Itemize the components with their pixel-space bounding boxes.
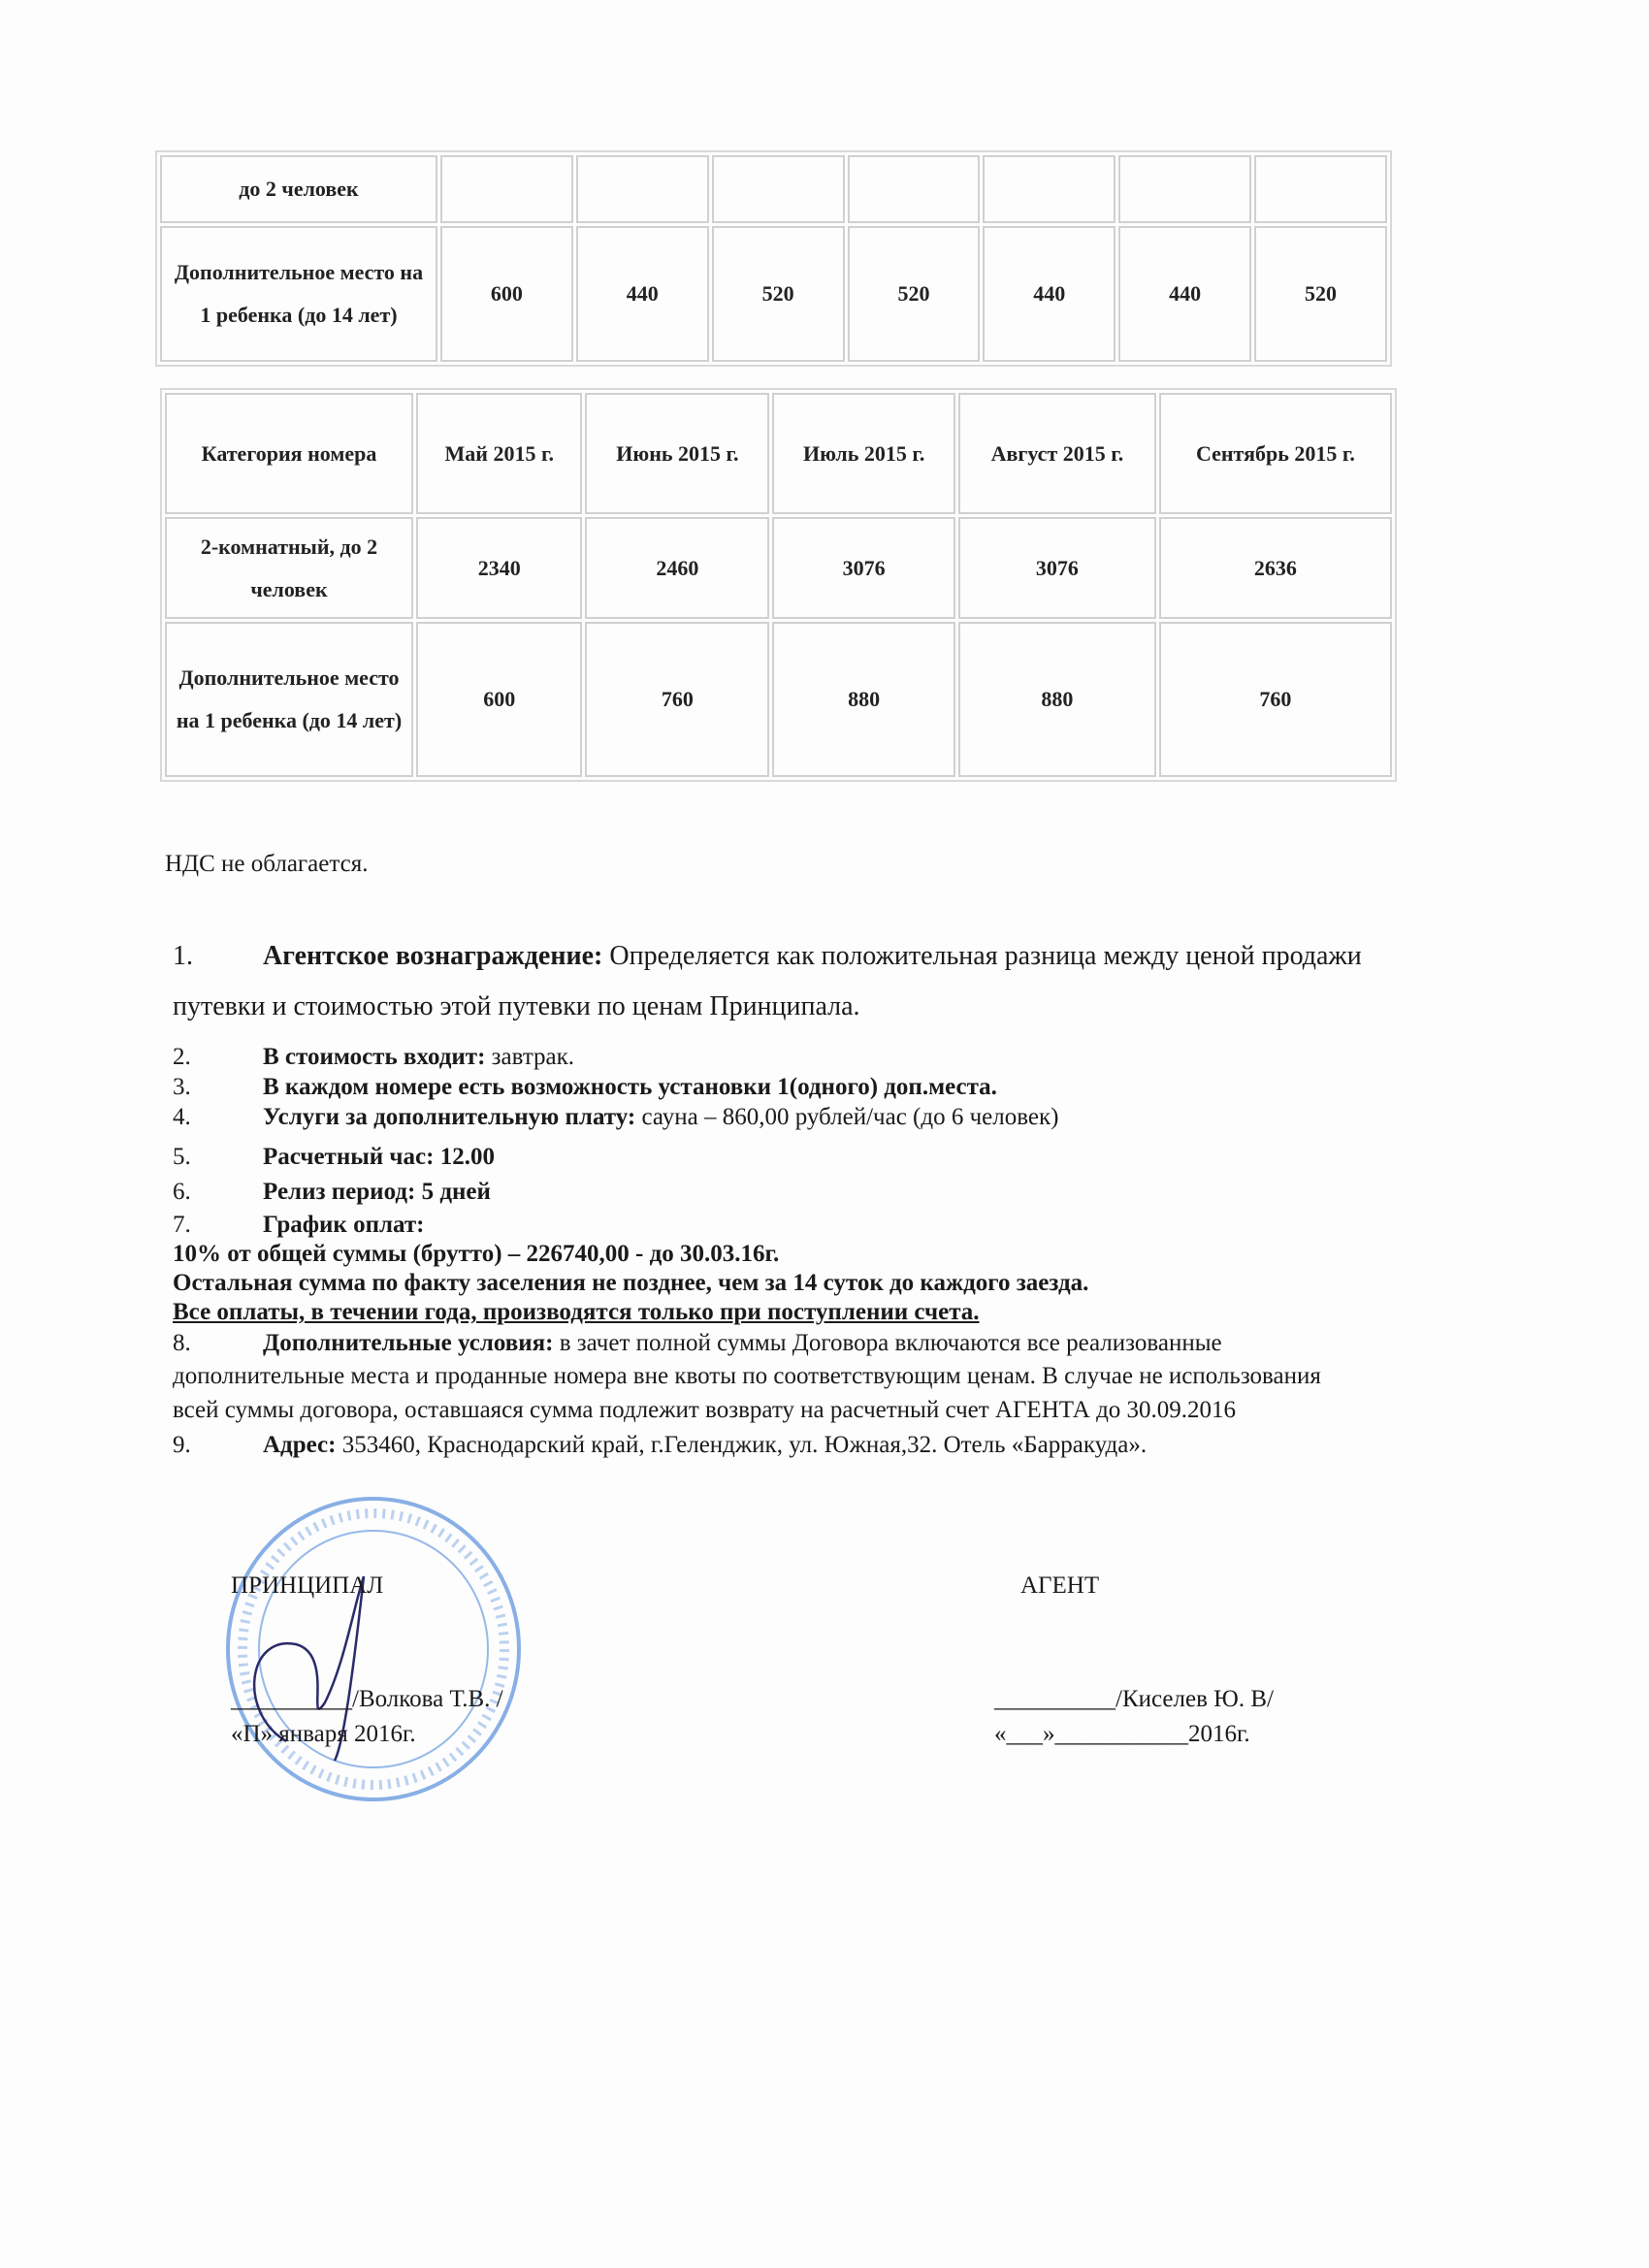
cell: 600 — [416, 622, 582, 777]
cell: 760 — [1159, 622, 1392, 777]
payment-line-3: Все оплаты, в течении года, производятся только при поступлении счета. — [173, 1299, 980, 1325]
cell: 600 — [440, 226, 573, 362]
item-number: 4. — [173, 1104, 191, 1130]
header-cell: Май 2015 г. — [416, 393, 582, 514]
header-cell: Сентябрь 2015 г. — [1159, 393, 1392, 514]
table-header-row — [165, 393, 1392, 514]
item-3 — [173, 1073, 997, 1101]
item-4 — [173, 1103, 1058, 1131]
table-row — [160, 155, 1387, 223]
cell — [440, 155, 573, 223]
price-table-2 — [160, 388, 1397, 782]
principal-label: ПРИНЦИПАЛ — [231, 1572, 384, 1599]
cell: 2460 — [585, 517, 769, 619]
item-7 — [173, 1211, 424, 1239]
item-8 — [173, 1329, 1222, 1357]
item-5 — [173, 1143, 495, 1171]
company-stamp-icon — [218, 1489, 529, 1809]
principal-signature-line: __________/Волкова Т.В. / — [231, 1686, 503, 1712]
vat-note: НДС не облагается. — [165, 851, 369, 877]
cell: 2636 — [1159, 517, 1392, 619]
item-9 — [173, 1431, 1147, 1459]
row-label: Дополнительное место на 1 ребенка (до 14 лет) — [160, 226, 437, 362]
item-number: 8. — [173, 1330, 191, 1356]
agent-label: АГЕНТ — [1020, 1572, 1100, 1599]
header-cell: Категория номера — [165, 393, 413, 514]
item-number: 7. — [173, 1212, 191, 1238]
cell: 520 — [712, 226, 845, 362]
cell — [576, 155, 709, 223]
agent-signature-line: __________/Киселев Ю. В/ — [994, 1686, 1274, 1712]
payment-line-1: 10% от общей суммы (брутто) – 226740,00 - до 30.03.16г. — [173, 1241, 780, 1267]
item-1 — [173, 941, 1362, 972]
item-title: Расчетный час: 12.00 — [263, 1144, 495, 1170]
cell — [1118, 155, 1251, 223]
table-row — [165, 517, 1392, 619]
item-number: 6. — [173, 1179, 191, 1205]
item-title: Дополнительные условия: — [263, 1330, 554, 1356]
item-title: В стоимость входит: — [263, 1044, 486, 1070]
item-title: Адрес: — [263, 1432, 337, 1458]
table-row — [165, 622, 1392, 777]
item-8-cont: дополнительные места и проданные номера вне квоты по соответствующим ценам. В случае не использования — [173, 1363, 1321, 1389]
header-cell: Июль 2015 г. — [772, 393, 955, 514]
item-number: 5. — [173, 1144, 191, 1170]
cell — [983, 155, 1116, 223]
cell: 880 — [958, 622, 1156, 777]
cell: 520 — [1254, 226, 1387, 362]
cell: 2340 — [416, 517, 582, 619]
item-text: завтрак. — [485, 1044, 575, 1070]
item-number: 3. — [173, 1074, 191, 1100]
table-row — [160, 226, 1387, 362]
item-text: сауна – 860,00 рублей/час (до 6 человек) — [635, 1104, 1059, 1130]
cell: 440 — [576, 226, 709, 362]
cell: 760 — [585, 622, 769, 777]
row-label: 2-комнатный, до 2 человек — [165, 517, 413, 619]
item-title: Услуги за дополнительную плату: — [263, 1104, 636, 1130]
cell: 3076 — [772, 517, 955, 619]
agent-date: «___»___________2016г. — [994, 1721, 1250, 1747]
item-text: 353460, Краснодарский край, г.Геленджик, ул. Южная,32. Отель «Барракуда». — [336, 1432, 1148, 1458]
cell — [1254, 155, 1387, 223]
item-number: 9. — [173, 1432, 191, 1458]
item-text: Определяется как положительная разница между ценой продажи — [602, 941, 1362, 971]
item-1-cont: путевки и стоимостью этой путевки по ценам Принципала. — [173, 991, 860, 1021]
cell: 520 — [848, 226, 981, 362]
cell: 440 — [983, 226, 1116, 362]
item-number: 2. — [173, 1044, 191, 1070]
item-text: в зачет полной суммы Договора включаются все реализованные — [553, 1330, 1222, 1356]
item-2 — [173, 1043, 574, 1071]
item-title: График оплат: — [263, 1212, 425, 1238]
row-label: Дополнительное место на 1 ребенка (до 14 лет) — [165, 622, 413, 777]
cell — [848, 155, 981, 223]
header-cell: Июнь 2015 г. — [585, 393, 769, 514]
principal-date: «П» января 2016г. — [231, 1721, 416, 1747]
cell: 440 — [1118, 226, 1251, 362]
cell: 3076 — [958, 517, 1156, 619]
item-title: Агентское вознаграждение: — [263, 941, 603, 971]
item-title: В каждом номере есть возможность установки 1(одного) доп.места. — [263, 1074, 997, 1100]
header-cell: Август 2015 г. — [958, 393, 1156, 514]
price-table-1 — [155, 150, 1392, 367]
cell: 880 — [772, 622, 955, 777]
payment-line-2: Остальная сумма по факту заселения не позднее, чем за 14 суток до каждого заезда. — [173, 1270, 1089, 1296]
item-6 — [173, 1178, 491, 1206]
row-label: до 2 человек — [160, 155, 437, 223]
item-8-cont2: всей суммы договора, оставшаяся сумма подлежит возврату на расчетный счет АГЕНТА до 30.09.2016 — [173, 1397, 1237, 1423]
item-title: Релиз период: 5 дней — [263, 1179, 491, 1205]
item-number: 1. — [173, 941, 193, 971]
cell — [712, 155, 845, 223]
